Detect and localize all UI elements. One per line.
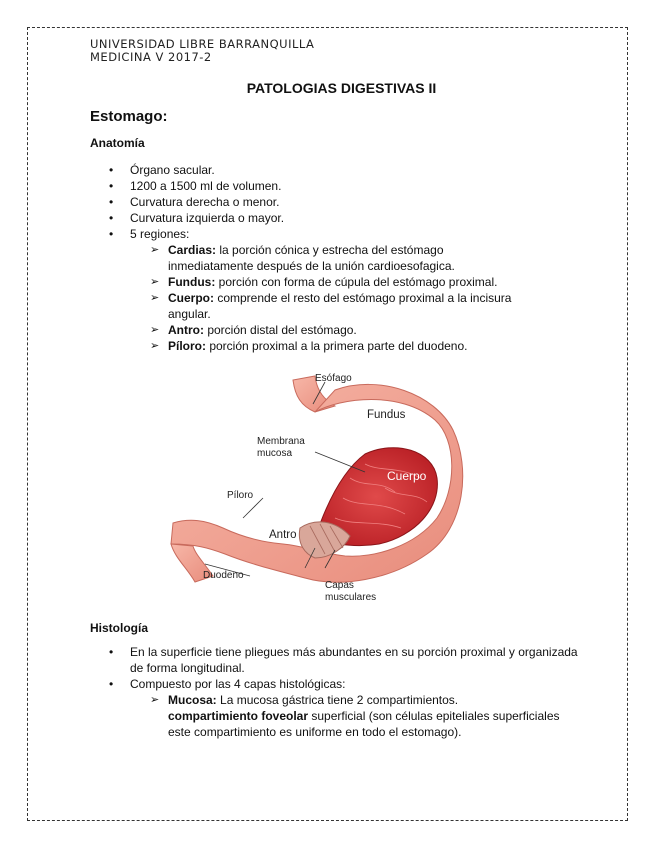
list-item: • Curvatura izquierda o mayor. [90, 210, 528, 226]
label-mucosa: mucosa [257, 448, 293, 459]
region-term: Cuerpo: [168, 291, 214, 305]
region-cuerpo [130, 290, 528, 322]
region-piloro [130, 338, 528, 354]
region-cardias [130, 242, 528, 274]
region-text: porción distal del estómago. [204, 323, 357, 337]
label-piloro: Píloro [227, 490, 254, 501]
region-term: Píloro: [168, 339, 206, 353]
document-header [90, 38, 314, 64]
layer-text-2: superficial (son células epiteliales superficiales este compartimiento es uniforme en todo el estomago). [168, 709, 560, 739]
anatomy-list [90, 162, 528, 354]
list-item: • Curvatura derecha o menor. [90, 194, 528, 210]
label-esofago: Esófago [315, 373, 352, 384]
label-cuerpo: Cuerpo [387, 469, 427, 483]
layer-term: Mucosa: [168, 693, 217, 707]
anatomy-heading: Anatomía [90, 136, 145, 150]
region-fundus [130, 274, 528, 290]
list-item: • Órgano sacular. [90, 162, 528, 178]
histology-list [90, 644, 580, 740]
document-title: PATOLOGIAS DIGESTIVAS II [246, 80, 437, 96]
region-text: porción proximal a la primera parte del duodeno. [206, 339, 468, 353]
header-course: MEDICINA V 2017-2 [90, 50, 212, 64]
label-membrana: Membrana [257, 436, 305, 447]
layers-list [130, 692, 580, 740]
regions-label: 5 regiones: [130, 227, 190, 241]
layer-mucosa [130, 692, 568, 740]
list-item: • En la superficie tiene pliegues más abundantes en su porción proximal y organizada de forma longitudinal. [90, 644, 580, 676]
list-item [90, 676, 580, 740]
list-item: • 1200 a 1500 ml de volumen. [90, 178, 528, 194]
region-text: la porción cónica y estrecha del estómago inmediatamente después de la unión cardioesofagica. [168, 243, 455, 273]
histology-heading: Histología [90, 621, 149, 635]
layer-term-2: compartimiento foveolar [168, 709, 309, 723]
region-text: comprende el resto del estómago proximal a la incisura angular. [168, 291, 512, 321]
label-duodeno: Duodeno [203, 570, 244, 581]
stomach-diagram [165, 368, 470, 608]
region-term: Antro: [168, 323, 204, 337]
label-capas: Capas [325, 580, 354, 591]
region-antro [130, 322, 528, 338]
region-term: Cardias: [168, 243, 217, 257]
header-university: UNIVERSIDAD LIBRE BARRANQUILLA [90, 37, 315, 51]
region-term: Fundus: [168, 275, 216, 289]
section-heading: Estomago: [90, 108, 168, 125]
label-musculares: musculares [325, 592, 377, 603]
layer-text: La mucosa gástrica tiene 2 compartimientos. [216, 693, 459, 707]
label-antro: Antro [269, 529, 297, 541]
layers-label: Compuesto por las 4 capas histológicas: [130, 677, 346, 691]
regions-list [130, 242, 528, 354]
region-text: porción con forma de cúpula del estómago proximal. [215, 275, 498, 289]
label-fundus: Fundus [367, 409, 406, 421]
list-item [90, 226, 528, 354]
